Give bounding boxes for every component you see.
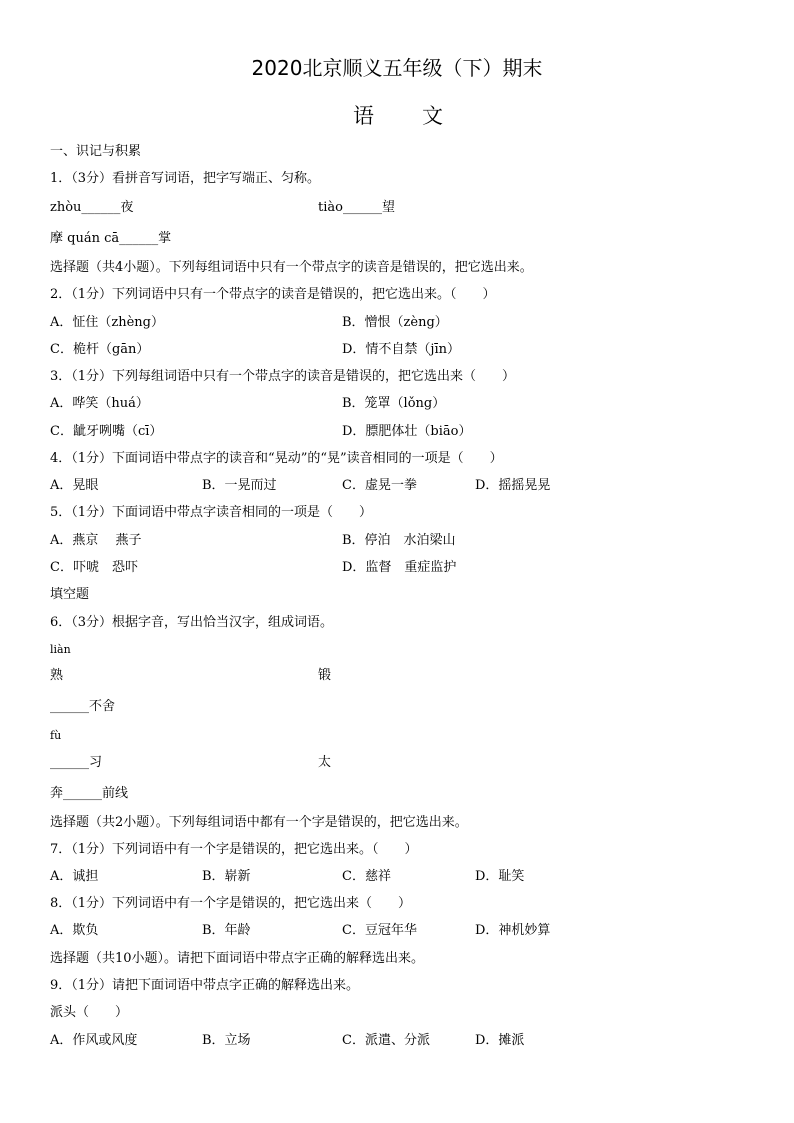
q1-item-1: zhòu______夜 [50, 200, 134, 215]
q9-word: 派头（ ） [50, 1005, 129, 1020]
q1-item-3: 摩 quán cā______掌 [50, 231, 172, 246]
q3-stem: 3．（1分）下列每组词语中只有一个带点字的读音是错误的，把它选出来（ ） [50, 369, 516, 384]
subject-title [353, 100, 443, 130]
q8-option-c: C．豆冠年华 [342, 923, 417, 938]
q8-stem: 8．（1分）下列词语中有一个字是错误的，把它选出来（ ） [50, 896, 412, 911]
q9-option-c: C．派遣、分派 [342, 1033, 430, 1048]
q6-pinyin-2: fù [50, 729, 62, 742]
q9-option-b: B．立场 [202, 1033, 251, 1048]
q5-option-d: D．监督 重症监护 [342, 560, 457, 575]
mc-intro-2: 选择题（共2小题）。下列每组词语中都有一个字是错误的，把它选出来。 [50, 815, 468, 830]
q4-stem: 4．（1分）下面词语中带点字的读音和“晃动”的“晃”读音相同的一项是（ ） [50, 451, 503, 466]
fill-heading: 填空题 [50, 587, 90, 602]
subject-char-1: 语 [353, 104, 374, 128]
q9-option-d: D．摊派 [475, 1033, 525, 1048]
q7-option-a: A．诚担 [50, 869, 99, 884]
mc-intro-1: 选择题（共4小题）。下列每组词语中只有一个带点字的读音是错误的，把它选出来。 [50, 260, 533, 275]
q3-option-c: C．龇牙咧嘴（cī） [50, 424, 163, 439]
q9-option-a: A．作风或风度 [50, 1033, 138, 1048]
q8-option-a: A．欺负 [50, 923, 99, 938]
document-title: 2020北京顺义五年级（下）期末 [251, 56, 543, 80]
q9-stem: 9．（1分）请把下面词语中带点字正确的解释选出来。 [50, 978, 360, 993]
q6-row3-right: 太 [318, 755, 332, 770]
q2-option-d: D．情不自禁（jīn） [342, 342, 460, 357]
q4-option-a: A．晃眼 [50, 478, 99, 493]
q4-option-c: C．虚晃一拳 [342, 478, 417, 493]
q5-option-a: A．燕京 燕子 [50, 533, 142, 548]
q6-row1-right: 锻 [318, 668, 332, 683]
q6-row3-left: ______习 [50, 755, 103, 770]
q2-option-a: A．怔住（zhèng） [50, 315, 164, 330]
q6-row1-left: 熟 [50, 668, 64, 683]
q7-option-b: B．崭新 [202, 869, 251, 884]
q6-row4: 奔______前线 [50, 786, 129, 801]
q8-option-d: D．神机妙算 [475, 923, 551, 938]
q2-stem: 2．（1分）下列词语中只有一个带点字的读音是错误的，把它选出来。（ ） [50, 287, 496, 302]
q3-option-b: B．笼罩（lǒng） [342, 396, 446, 411]
q2-option-c: C．桅杆（gān） [50, 342, 150, 357]
q5-option-c: C．吓唬 恐吓 [50, 560, 138, 575]
q2-option-b: B．憎恨（zèng） [342, 315, 448, 330]
section-heading: 一、识记与积累 [50, 144, 142, 159]
mc-intro-3: 选择题（共10小题）。请把下面词语中带点字正确的解释选出来。 [50, 951, 425, 966]
q6-row2: ______不舍 [50, 699, 116, 714]
q3-option-a: A．哗笑（huá） [50, 396, 149, 411]
q6-pinyin-1: liàn [50, 643, 71, 656]
q4-option-b: B．一晃而过 [202, 478, 277, 493]
subject-char-2: 文 [422, 104, 443, 128]
q1-stem: 1．（3分）看拼音写词语，把字写端正、匀称。 [50, 171, 321, 186]
q1-item-2: tiào______望 [318, 200, 395, 215]
q8-option-b: B．年龄 [202, 923, 251, 938]
q4-option-d: D．摇摇晃晃 [475, 478, 551, 493]
q7-option-d: D．耻笑 [475, 869, 525, 884]
q7-stem: 7．（1分）下列词语中有一个字是错误的，把它选出来。（ ） [50, 842, 418, 857]
q6-stem: 6．（3分）根据字音，写出恰当汉字，组成词语。 [50, 615, 334, 630]
q5-stem: 5．（1分）下面词语中带点字读音相同的一项是（ ） [50, 505, 373, 520]
q5-option-b: B．停泊 水泊梁山 [342, 533, 456, 548]
q7-option-c: C．慈祥 [342, 869, 391, 884]
q3-option-d: D．膘肥体壮（biāo） [342, 424, 472, 439]
